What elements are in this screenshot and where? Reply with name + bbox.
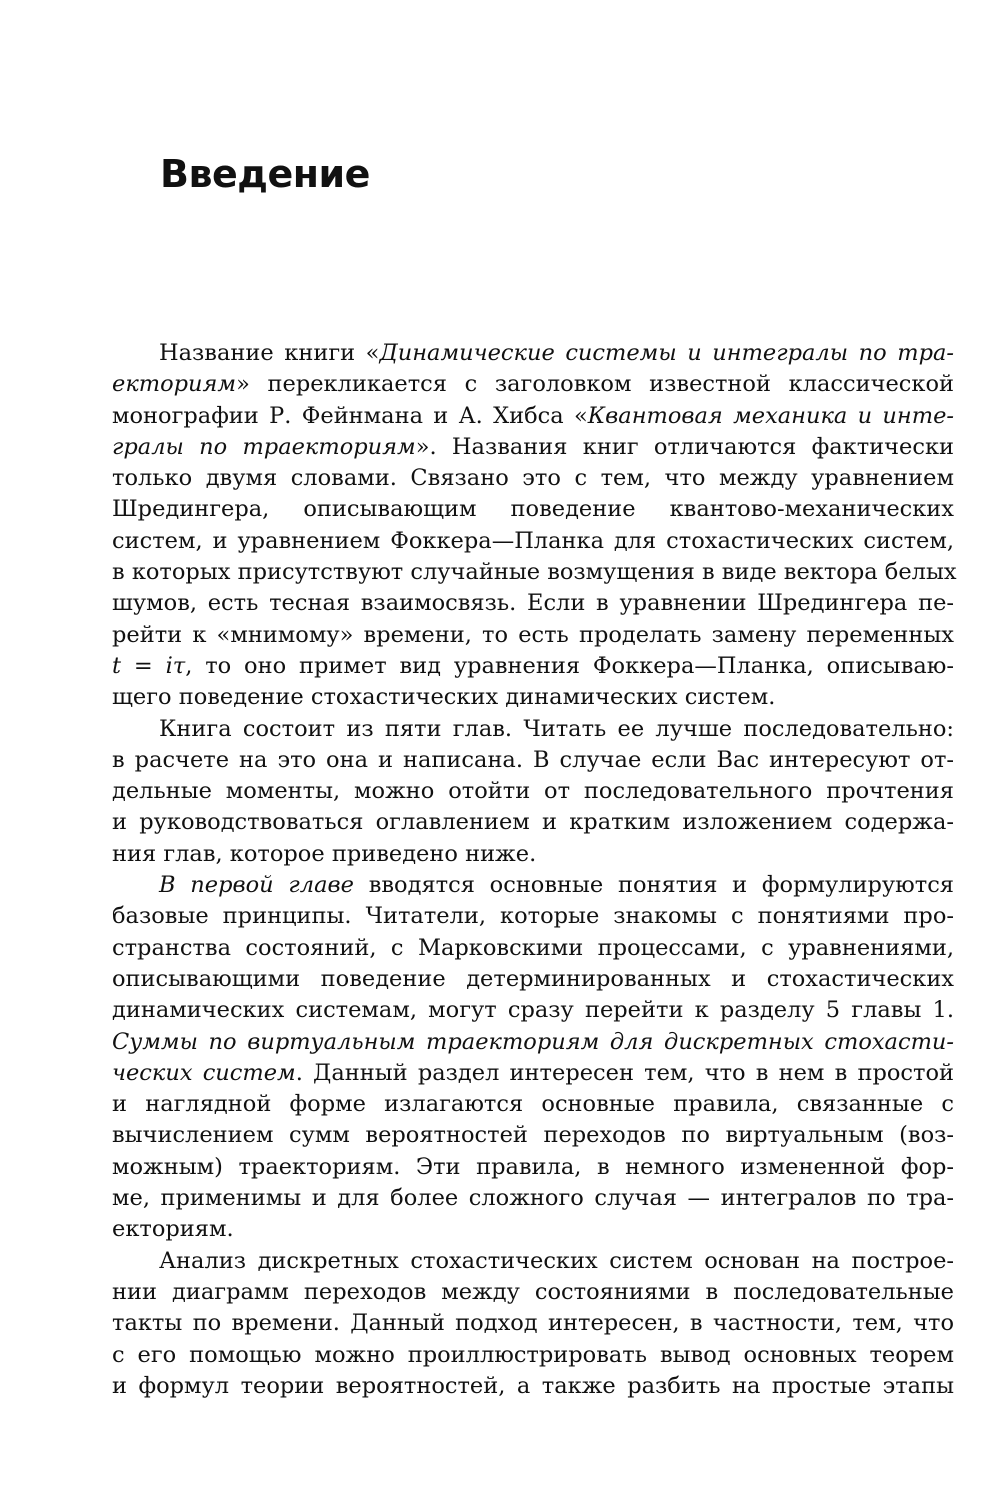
italic-text: екториям (112, 371, 237, 398)
text-line (112, 1058, 954, 1089)
text-run: вычислением сумм вероятностей переходов по виртуальным (воз- (112, 1122, 954, 1149)
text-run: с его помощью можно проиллюстрировать вывод основных теорем (112, 1341, 954, 1368)
text-line (112, 1371, 954, 1402)
italic-text: гралы по траекториям (112, 433, 416, 460)
text-line (112, 463, 954, 494)
paragraph (112, 714, 954, 870)
text-run: и формул теории вероятностей, а также разбить на простые этапы (112, 1372, 954, 1399)
text-line (112, 682, 954, 713)
text-line (112, 620, 954, 651)
body-text (112, 338, 957, 1402)
italic-text: t (112, 652, 122, 679)
paragraph (112, 1246, 954, 1402)
text-run: такты по времени. Данный подход интересен, в частности, тем, что (112, 1310, 954, 1337)
text-line (112, 1120, 954, 1151)
text-line (112, 338, 954, 369)
page-title: Введение (160, 152, 370, 196)
text-run: дельные моменты, можно отойти от последовательного прочтения (112, 778, 954, 805)
text-line (112, 1277, 954, 1308)
text-run: описывающими поведение детерминированных и стохастических (112, 965, 954, 992)
text-line (112, 1183, 954, 1214)
text-run: только двумя словами. Связано это с тем, что между уравнением (112, 465, 954, 492)
text-line (112, 1027, 954, 1058)
paragraph (112, 338, 957, 714)
text-line (112, 1308, 954, 1339)
italic-text: Динамические системы и интегралы по тра- (379, 340, 954, 366)
text-line (112, 870, 954, 901)
text-line (112, 1246, 954, 1277)
text-run: екториям. (112, 1216, 234, 1243)
text-line (112, 776, 954, 807)
text-line (112, 933, 954, 964)
text-line (112, 526, 954, 557)
text-run: нии диаграмм переходов между состояниями в последовательные (112, 1278, 954, 1305)
italic-text: ческих систем (112, 1059, 296, 1086)
text-line (112, 745, 954, 776)
text-line (112, 839, 954, 870)
text-line (112, 401, 954, 432)
text-line (112, 1152, 954, 1183)
text-run: . Данный раздел интересен тем, что в нем в простой (295, 1059, 954, 1086)
text-run: в расчете на это она и написана. В случае если Вас интересуют от- (112, 746, 954, 773)
text-line (112, 807, 954, 838)
text-run: базовые принципы. Читатели, которые знакомы с понятиями про- (112, 903, 954, 930)
text-run: шумов, есть тесная взаимосвязь. Если в уравнении Шредингера пе- (112, 590, 954, 617)
text-line (112, 964, 954, 995)
text-run: монографии Р. Фейнмана и А. Хибса « (112, 402, 588, 429)
text-run: ния глав, которое приведено ниже. (112, 840, 537, 867)
text-run: и наглядной форме излагаются основные правила, связанные с (112, 1091, 954, 1118)
text-line (112, 588, 954, 619)
text-run: странства состояний, с Марковскими процессами, с уравнениями, (112, 934, 954, 961)
text-run: Шредингера, описывающим поведение квантово-механических (112, 496, 954, 523)
text-line (112, 901, 954, 932)
text-run: можным) траекториям. Эти правила, в немного измененной фор- (112, 1153, 954, 1180)
text-run: Название книги « (159, 340, 380, 366)
text-line (112, 995, 954, 1026)
text-run: Анализ дискретных стохастических систем основан на построе- (159, 1247, 954, 1274)
text-run: в которых присутствуют случайные возмущения в виде вектора белых (112, 559, 957, 586)
paragraph (112, 870, 954, 1246)
italic-text: Суммы по виртуальным траекториям для дискретных стохасти- (112, 1028, 954, 1055)
text-line (112, 369, 954, 400)
text-line (112, 1089, 954, 1120)
text-run: вводятся основные понятия и формулируются (353, 872, 954, 899)
text-line (112, 651, 954, 682)
text-line (112, 494, 954, 525)
text-line (112, 714, 954, 745)
text-line (112, 557, 957, 588)
italic-text: В первой главе (159, 872, 354, 899)
text-run: систем, и уравнением Фоккера—Планка для стохастических систем, (112, 527, 954, 554)
text-run: = (121, 652, 166, 679)
text-run: щего поведение стохастических динамических систем. (112, 684, 776, 711)
text-run: » перекликается с заголовком известной классической (236, 371, 954, 398)
text-run: Книга состоит из пяти глав. Читать ее лучше последовательно: (159, 715, 954, 742)
text-line (112, 432, 954, 463)
text-run: , то оно примет вид уравнения Фоккера—Планка, описываю- (185, 652, 954, 679)
text-run: ». Названия книг отличаются фактически (415, 433, 954, 460)
italic-text: Квантовая механика и инте- (587, 402, 954, 429)
text-run: ме, применимы и для более сложного случая — интегралов по тра- (112, 1185, 954, 1212)
text-line (112, 1214, 954, 1245)
italic-text: iτ (165, 652, 186, 679)
text-run: и руководствоваться оглавлением и кратким изложением содержа- (112, 809, 954, 836)
text-run: динамических системам, могут сразу перейти к разделу 5 главы 1. (112, 997, 954, 1024)
text-run: рейти к «мнимому» времени, то есть проделать замену переменных (112, 621, 954, 648)
text-line (112, 1340, 954, 1371)
